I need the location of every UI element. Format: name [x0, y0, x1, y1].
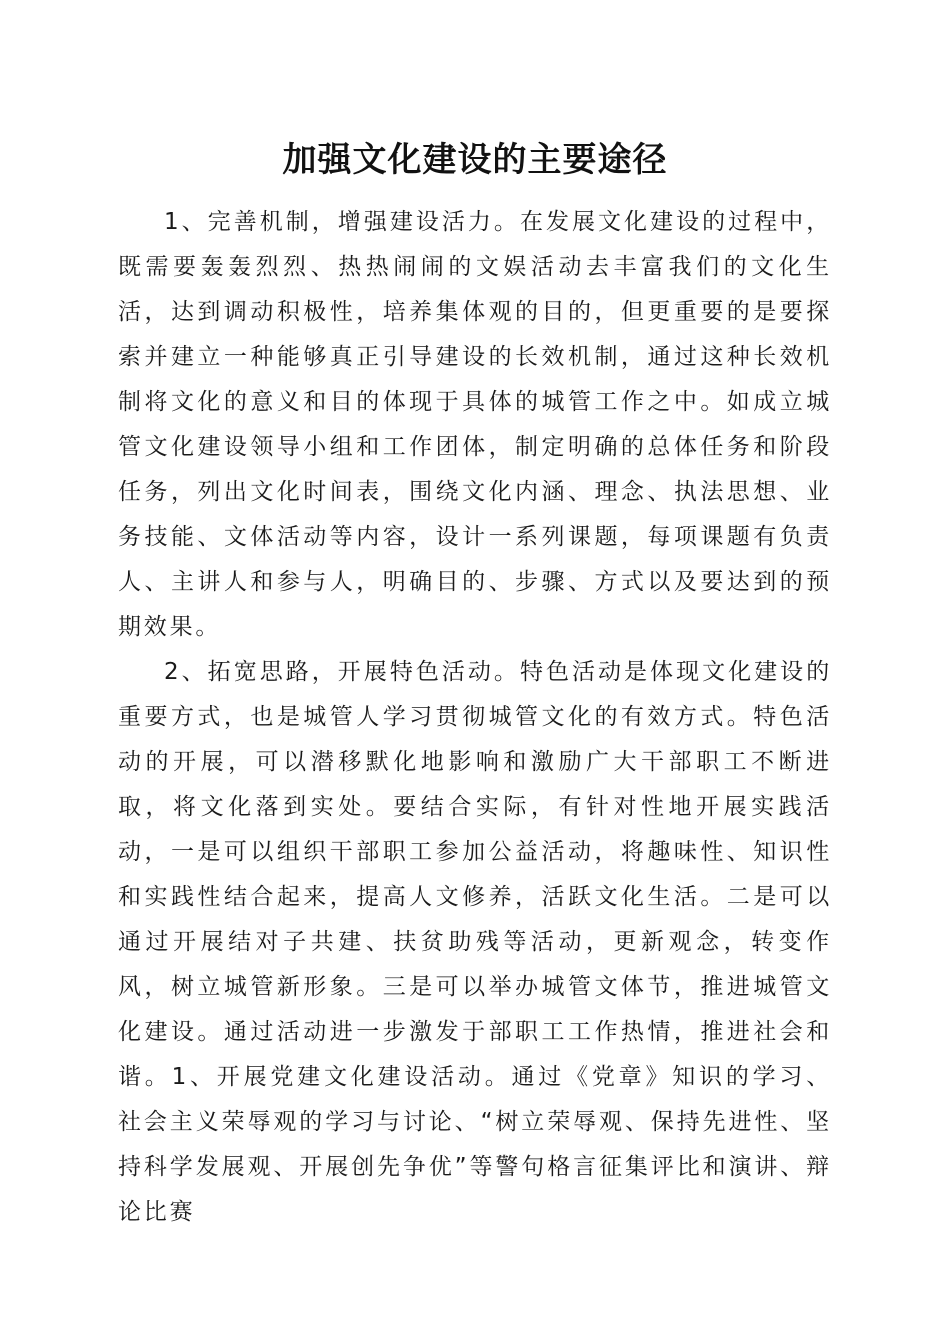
- paragraph-2: 2、拓宽思路，开展特色活动。特色活动是体现文化建设的重要方式，也是城管人学习贯彻城管文化的有效方式。特色活动的开展，可以潜移默化地影响和激励广大干部职工不断进取，将文化落到实处。要结合实际，有针对性地开展实践活动，一是可以组织干部职工参加公益活动，将趣味性、知识性和实践性结合起来，提高人文修养，活跃文化生活。二是可以通过开展结对子共建、扶贫助残等活动，更新观念，转变作风，树立城管新形象。三是可以举办城管文体节，推进城管文化建设。通过活动进一步激发于部职工工作热情，推进社会和谐。1、开展党建文化建设活动。通过《党章》知识的学习、社会主义荣辱观的学习与讨论、“树立荣辱观、保持先进性、坚持科学发展观、开展创先争优”等警句格言征集评比和演讲、辩论比赛: [118, 659, 832, 1225]
- document-body: [118, 200, 832, 1235]
- paragraph-1: 1、完善机制，增强建设活力。在发展文化建设的过程中，既需要轰轰烈烈、热热闹闹的文娱活动去丰富我们的文化生活，达到调动积极性，培养集体观的目的，但更重要的是要探索并建立一种能够真正引导建设的长效机制，通过这种长效机制将文化的意义和目的体现于具体的城管工作之中。如成立城管文化建设领导小组和工作团体，制定明确的总体任务和阶段任务，列出文化时间表，围绕文化内涵、理念、执法思想、业务技能、文体活动等内容，设计一系列课题，每项课题有负责人、主讲人和参与人，明确目的、步骤、方式以及要达到的预期效果。: [118, 209, 832, 640]
- document-title: 加强文化建设的主要途径: [282, 140, 668, 180]
